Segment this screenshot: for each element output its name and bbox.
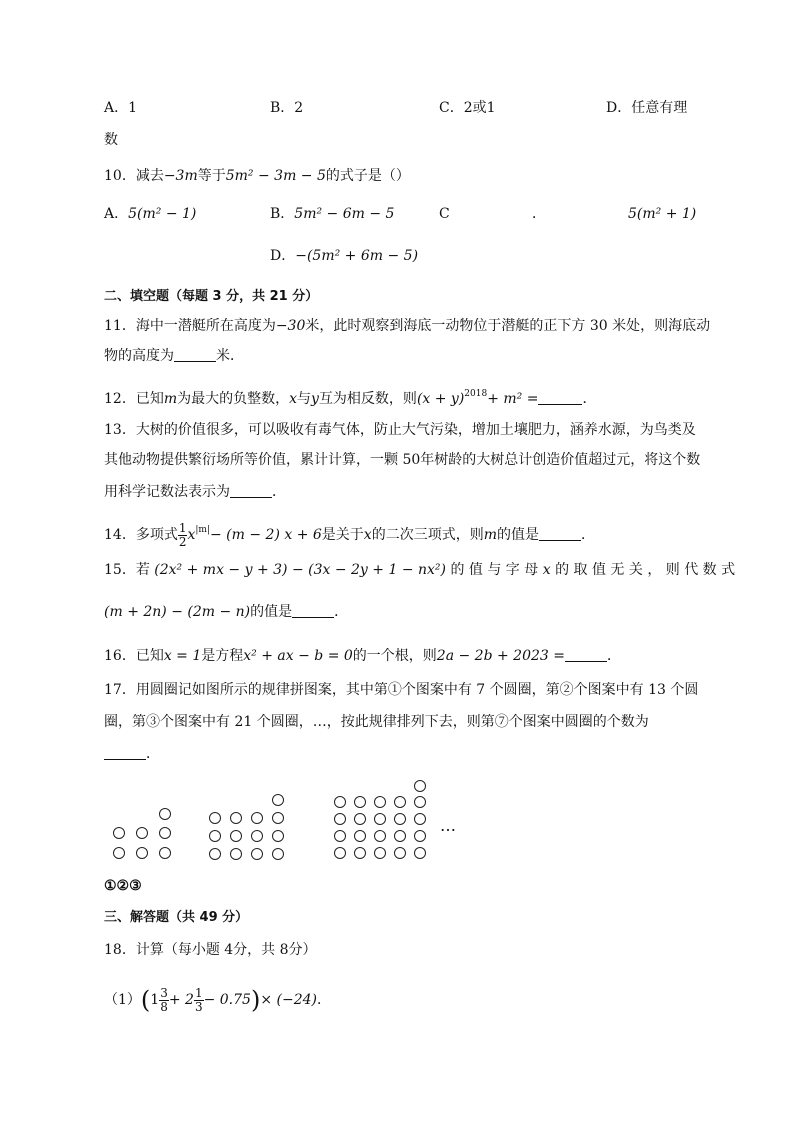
pattern-circle (354, 847, 366, 859)
question-18-part-1: （1）(1 $\frac{3}{8}$ + 2 $\frac{1}{3}$ − 0.75)× (−24)． (104, 985, 331, 1014)
q9-option-b: B．2 (270, 100, 304, 116)
question-16: 16．已知x = 1是方程x² + ax − b = 0的一个根，则2a − 2b + 2023 = ． (104, 648, 621, 664)
q10-option-b: B．5m² − 6m − 5 (270, 206, 395, 222)
q9-option-a: A．1 (104, 100, 138, 116)
question-17-line-2: 圈，第③个图案中有 21 个圆圈，…，按此规律排列下去，则第⑦个图案中圆圈的个数为 (104, 714, 649, 730)
pattern-circle (251, 812, 263, 824)
pattern-labels: ①②③ (104, 878, 142, 894)
question-17-line-1: 17．用圆圈记如图所示的规律拼图案，其中第①个图案中有 7 个圆圈，第②个图案中有 13 个圆 (104, 682, 699, 698)
pattern-circle (394, 830, 406, 842)
question-17-line-3: ． (104, 744, 160, 764)
pattern-circle (272, 794, 284, 806)
question-10-stem: 10．减去−3m等于5m² − 3m − 5的式子是（） (104, 168, 410, 184)
pattern-circle (230, 830, 242, 842)
pattern-circle (414, 847, 426, 859)
pattern-circle (374, 813, 386, 825)
pattern-circle (354, 830, 366, 842)
question-13-line-3: 用科学记数法表示为 ． (104, 484, 286, 500)
pattern-circle (209, 848, 221, 860)
question-15-line-1: 15．若 (2x² + mx − y + 3) − (3x − 2y + 1 − nx²) 的 值 与 字 母 x 的 取 值 无 关 ， 则 代 数 式 (104, 562, 736, 578)
section-3-heading: 三、解答题（共 49 分） (104, 910, 249, 925)
pattern-circle (354, 796, 366, 808)
pattern-circle (159, 827, 171, 839)
pattern-circle (414, 780, 426, 792)
pattern-circle (334, 830, 346, 842)
pattern-circle (394, 847, 406, 859)
question-13-line-1: 13．大树的价值很多，可以吸收有毒气体，防止大气污染，增加土壤肥力，涵养水源，为鸟类及 (104, 422, 696, 438)
pattern-circle (230, 812, 242, 824)
pattern-circle (136, 847, 148, 859)
q10-option-d: D．−(5m² + 6m − 5) (270, 248, 419, 264)
q9-option-d-continuation: 数 (104, 132, 118, 148)
pattern-circle (159, 847, 171, 859)
q10-option-c-expr: 5(m² + 1) (628, 206, 697, 222)
fraction: $\frac{3}{8}$ (160, 985, 168, 1014)
question-12: 12．已知m为最大的负整数，x与y互为相反数，则$(x + y)^{2018}+ m^2$ = ． (104, 389, 597, 407)
pattern-circle (334, 847, 346, 859)
question-11-line-2: 物的高度为 米． (104, 348, 244, 364)
pattern-circle (334, 813, 346, 825)
pattern-circle (251, 848, 263, 860)
pattern-circle (394, 796, 406, 808)
pattern-circle (414, 796, 426, 808)
question-13-line-2: 其他动物提供繁衍场所等价值，累计计算，一颗 50年树龄的大树总计创造价值超过元，将这个数 (104, 452, 701, 468)
q10-option-a: A．5(m² − 1) (104, 206, 197, 222)
pattern-circle (334, 796, 346, 808)
question-14: 14．多项式 $\frac{1}{2}$ $x^{|m|}- (m - 2) x + 6$是关于x的二次三项式，则m的值是 ． (104, 520, 595, 549)
q10-option-c-dot: ． (532, 206, 546, 222)
pattern-circle (272, 830, 284, 842)
fraction: $\frac{1}{3}$ (194, 985, 203, 1014)
pattern-circle (374, 847, 386, 859)
pattern-circle (414, 830, 426, 842)
question-11-line-1: 11．海中一潜艇所在高度为−30米，此时观察到海底一动物位于潜艇的正下方 30 米处，则海底动 (104, 318, 711, 334)
pattern-circle (159, 808, 171, 820)
pattern-circle (230, 848, 242, 860)
fraction: $\frac{1}{2}$ (178, 520, 187, 549)
pattern-circle (414, 813, 426, 825)
pattern-circle (113, 847, 125, 859)
pattern-circle (209, 812, 221, 824)
q9-option-c: C．2或1 (439, 100, 496, 116)
pattern-circle (209, 830, 221, 842)
pattern-circle (394, 813, 406, 825)
question-18-stem: 18．计算（每小题 4分，共 8分） (104, 942, 317, 958)
q9-option-d: D．任意有理 (606, 100, 688, 116)
ellipsis: … (440, 816, 457, 835)
question-15-line-2: (m + 2n) − (2m − n)的值是 ． (104, 604, 349, 620)
q10-option-c-label: C (439, 206, 450, 222)
pattern-circle (272, 848, 284, 860)
pattern-circle (374, 830, 386, 842)
pattern-circle (354, 813, 366, 825)
pattern-circle (113, 827, 125, 839)
pattern-circle (272, 812, 284, 824)
section-2-heading: 二、填空题（每题 3 分，共 21 分） (104, 289, 319, 304)
pattern-circle (251, 830, 263, 842)
pattern-circle (136, 827, 148, 839)
pattern-circle (374, 796, 386, 808)
